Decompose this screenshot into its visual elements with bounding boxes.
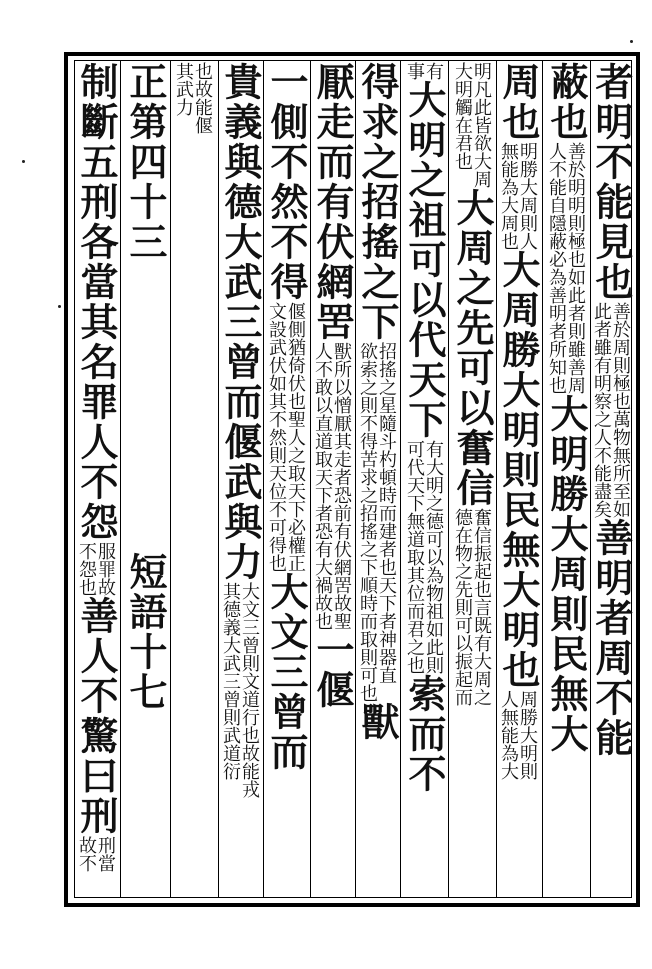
main-text: 善明者周不能 (589, 518, 634, 758)
commentary-line: 無能為大周也 (498, 142, 519, 250)
commentary-line: 有大明之德可以為物祖如此則 (423, 440, 444, 674)
commentary-line: 奮信振起也言既有大周之 (471, 508, 492, 706)
text-column-12 (74, 62, 118, 894)
text-column-10 (170, 62, 216, 894)
main-text: 一側不然不得 (264, 62, 309, 302)
text-column-7 (311, 62, 353, 894)
commentary-note (453, 508, 491, 706)
commentary-line: 服罪故 (95, 542, 116, 596)
commentary-note (499, 690, 537, 780)
commentary-line: 欲索之則不得苦求之招搖之下順時而取則可也 (357, 342, 378, 702)
commentary-line: 此者雖有 (591, 302, 612, 374)
commentary-line: 文設武伏如其不然則天位不可得也 (266, 302, 287, 572)
commentary-note (221, 582, 259, 798)
commentary-line: 人不能自隱蔽必為善明者所知也 (546, 142, 567, 394)
column-rule (400, 60, 401, 898)
commentary-note (592, 302, 630, 374)
commentary-note (77, 542, 115, 596)
main-text: 厭走而有伏網罟 (310, 62, 355, 342)
commentary-line: 可代天下無道取其位而君之也 (404, 440, 425, 674)
commentary-note (313, 342, 351, 630)
commentary-line: 明勝大周則人 (517, 142, 538, 250)
commentary-note (77, 836, 115, 872)
commentary-line: 刑當 (95, 836, 116, 872)
column-rule (542, 60, 543, 898)
commentary-line: 故不 (76, 836, 97, 872)
main-text: 大明勝大周則民無大 (544, 394, 589, 754)
commentary-line: 事 (404, 62, 425, 80)
commentary-line: 明凡此皆欲大周 (471, 62, 492, 188)
main-text: 短語十七 (123, 552, 168, 712)
commentary-line: 偃側猶倚伏也聖人之取天下必權正 (285, 302, 306, 572)
commentary-note (405, 440, 443, 674)
commentary-note (453, 62, 491, 188)
text-column-9 (219, 62, 261, 894)
column-rule (448, 60, 449, 898)
text-column-1 (589, 62, 633, 894)
commentary-line: 善於周則 (610, 302, 631, 374)
main-text: 索而不 (402, 674, 447, 794)
commentary-line: 周勝大明則 (517, 690, 538, 780)
text-column-6 (356, 62, 398, 894)
main-text: 大文三曾而 (264, 572, 309, 772)
commentary-note (592, 374, 630, 518)
text-column-11 (122, 62, 168, 894)
commentary-line: 德在物之先則可以振起而 (452, 508, 473, 706)
text-column-5 (402, 62, 446, 894)
main-text: 者明不能見也 (589, 62, 634, 302)
commentary-line: 其武力 (173, 62, 194, 116)
commentary-note (358, 342, 396, 702)
main-text: 大周勝大明則民無大明也 (496, 250, 541, 690)
main-text: 周也 (496, 62, 541, 142)
commentary-note (499, 142, 537, 250)
text-column-8 (264, 62, 308, 894)
commentary-line: 也故能偃 (192, 62, 213, 134)
main-text: 貴義與德大武三曾而偃武與力 (218, 62, 263, 582)
commentary-note (405, 62, 443, 80)
ink-speck (58, 305, 61, 308)
commentary-note (547, 142, 585, 394)
commentary-line: 獸所以憎厭其走者恐前有伏網罟故聖 (331, 342, 352, 630)
text-column-2 (544, 62, 588, 894)
main-text: 大周之先可以奮信 (450, 188, 495, 508)
commentary-line: 大明觸在君也 (452, 62, 473, 170)
main-text: 一偃 (310, 630, 355, 710)
commentary-line: 明察之人不能盡矣 (591, 374, 612, 518)
main-text: 蔽也 (544, 62, 589, 142)
ink-speck (22, 160, 25, 163)
main-text: 善人不驚曰刑 (74, 596, 119, 836)
commentary-line: 善於明明則極也如此者則雖善周 (565, 142, 586, 394)
text-column-4 (450, 62, 494, 894)
commentary-line: 招搖之星隨斗杓頓時而建者也天下者神器直 (376, 342, 397, 684)
commentary-line: 人不敢以直道取天下者恐有大禍故也 (312, 342, 333, 630)
commentary-line: 極也萬物無所至如 (610, 374, 631, 518)
main-text: 正第四十三 (123, 62, 168, 262)
commentary-note (174, 62, 212, 134)
commentary-line: 人無能為大 (498, 690, 519, 780)
commentary-note (267, 302, 305, 572)
main-text: 獸 (355, 702, 400, 742)
ink-speck (630, 40, 633, 43)
commentary-line: 不怨也 (76, 542, 97, 596)
commentary-line: 有 (423, 62, 444, 80)
commentary-line: 其德義大武三曾則武道衍 (220, 582, 241, 780)
main-text: 制斷五刑各當其名罪人不怨 (74, 62, 119, 542)
main-text: 大明之祖可以代天下 (402, 80, 447, 440)
main-text: 得求之招搖之下 (355, 62, 400, 342)
column-rule (120, 60, 121, 898)
text-column-3 (496, 62, 540, 894)
commentary-line: 大文三曾則文道行也故能戎 (239, 582, 260, 798)
